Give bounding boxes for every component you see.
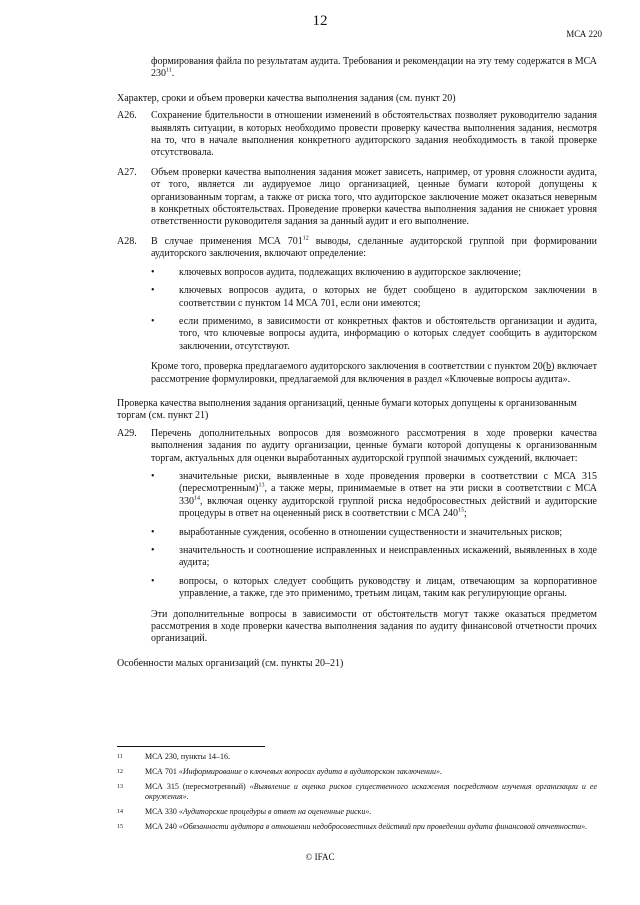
bullet-mark: • (151, 285, 155, 297)
footnote-14: 14 МСА 330 «Аудиторские процедуры в ответ на оцененные риски». (117, 807, 372, 816)
footnote-ref-11[interactable]: 11 (166, 68, 172, 75)
paragraph-a27 (117, 167, 597, 229)
heading-listed-entities: Проверка качества выполнения задания организаций, ценные бумаги которых допущены к организованным торгам (см. пункт 21) (117, 397, 577, 422)
paragraph-a29 (117, 428, 597, 646)
bullet-item: • значительные риски, выявленные в ходе проведения проверки в соответствии с МСА 315 (пересмотренным)$^{13}$, а также меры, принимаемые в ответ на эти риски в соответствии с МСА $330^{14}$, включая оценку аудиторской группой риска недобросовестных действий и аудиторские процедуры в ответ на оцененный риск в соответствии с МСА $240^{15}$; (151, 470, 597, 520)
paragraph-link-b[interactable]: b (546, 361, 552, 373)
copyright-footer: © IFAC (305, 852, 335, 862)
bullet-item: • значительность и соотношение исправленных и неисправленных искажений, выявленных в ходе аудита; (151, 545, 597, 569)
footnote-11: 11 МСА 230, пункты 14–16. (117, 752, 231, 761)
footnote-15: 15 МСА 240 «Обязанности аудитора в отношении недобросовестных действий при проведении аудита финансовой отчетности». (117, 822, 588, 831)
paragraph-a26 (117, 110, 597, 160)
paragraph-text: Объем проверки качества выполнения задания может зависеть, например, от уровня сложности аудита, от того, является ли аудируемое лицо организацией, ценные бумаги которой допущены к организованным торгам, а также от риска того, что аудиторское заключение может оказаться неверным в конкретных обстоятельствах. Проведение проверки качества выполнения задания не снижает уровня ответственности руководителя задания за данный аудит и его выполнение. (151, 166, 597, 228)
heading-nature-timing-extent: Характер, сроки и объем проверки качества выполнения задания (см. пункт 20) (117, 92, 456, 104)
bullet-mark: • (151, 315, 155, 327)
heading-small-entities: Особенности малых организаций (см. пункты 20–21) (117, 657, 344, 669)
footnote-13: 13 МСА 315 (пересмотренный) «Выявление и оценка рисков существенного искажения посредством изучения организации и ее окружения». (117, 782, 598, 801)
a29-closing-text: Эти дополнительные вопросы в зависимости от обстоятельств могут также оказаться предметом рассмотрения в ходе проверки качества выполнения задания по аудиту финансовой отчетности прочих организаций. (151, 608, 597, 645)
bullet-item: • если применимо, в зависимости от конкретных фактов и обстоятельств организации и аудита, того, что ключевые вопросы аудита, информацию о которых следует сообщить в аудиторском заключении, отсутствуют. (151, 315, 597, 352)
paragraph-number: A28. (117, 235, 137, 247)
bullet-item: • ключевых вопросов аудита, о которых не будет сообщено в аудиторском заключении в соответствии с пунктом 14 МСА 701, если они имеются; (151, 285, 597, 309)
paragraph-text: Перечень дополнительных вопросов для возможного рассмотрения в ходе проверки качества выполнения задания по аудиту организации, ценные бумаги которой допущены к организованным торгам, актуальных для оценки выработанных аудиторской группой значимых суждений, включает: (151, 427, 597, 464)
paragraph-number: A26. (117, 110, 137, 122)
bullet-mark: • (151, 575, 155, 587)
bullet-mark: • (151, 470, 155, 482)
paragraph-number: A29. (117, 427, 137, 439)
bullet-mark: • (151, 545, 155, 556)
document-reference: МСА 220 (566, 29, 602, 39)
paragraph-text: Сохранение бдительности в отношении изменений в обстоятельствах позволяет руководителю задания выявлять ситуации, в которых необходимо провести проверку качества выполнения задания, несмотря на то, что в начале выполнения конкретного аудиторского задания необходимость в такой проверке отсутствовала. (151, 110, 597, 159)
footnote-12: 12 МСА 701 «Информирование о ключевых вопросах аудита в аудиторском заключении». (117, 767, 443, 776)
footnote-ref-12[interactable]: 12 (302, 235, 309, 242)
paragraph-number: A27. (117, 166, 137, 178)
bullet-item: • выработанные суждения, особенно в отношении существенности и значительных рисков; (151, 526, 563, 538)
intro-paragraph: формирования файла по результатам аудита. Требования и рекомендации на эту тему содержатся в МСА $230^{11}$. (151, 56, 598, 80)
main-text (117, 56, 597, 675)
page-number: 12 (312, 13, 328, 29)
footnote-separator (117, 746, 265, 747)
footnotes (117, 752, 597, 837)
bullet-mark: • (151, 526, 155, 538)
a28-closing-text: Кроме того, проверка предлагаемого аудиторского заключения в соответствии с пунктом 20(b) включает рассмотрение формулировки, предлагаемой для включения в раздел «Ключевые вопросы аудита». (151, 361, 597, 385)
bullet-mark: • (151, 266, 155, 278)
footnote-ref-15[interactable]: 15 (458, 507, 464, 514)
bullet-item: • вопросы, о которых следует сообщить руководству и лицам, отвечающим за корпоративное управление, а также, где это применимо, третьим лицам, таким как регулирующие органы. (151, 575, 597, 600)
footnote-ref-13[interactable]: 13 (258, 483, 265, 490)
paragraph-a28: A28. В случае применения МСА $701^{12}$ выводы, сделанные аудиторской группой при формировании аудиторского заключения, включают определение: • ключевых вопросов аудита, подлежащих включению в аудиторское заключение; • ключевых вопросов аудита, о которых не будет сообщено в аудиторском заключении в соответствии с пунктом 14 МСА 701, если они имеются; • если применимо, в зависимости от конкретных фактов и обстоятельств организации и аудита, того, что ключевые вопросы аудита, информацию о которых следует сообщить в аудиторском заключении, отсутствуют. Кроме того, проверка предлагаемого аудиторского заключения в соответствии с пунктом 20(b) включает рассмотрение формулировки, предлагаемой для включения в раздел «Ключевые вопросы аудита». (117, 235, 597, 385)
bullet-item: • ключевых вопросов аудита, подлежащих включению в аудиторское заключение; (151, 266, 521, 278)
footnote-ref-14[interactable]: 14 (194, 495, 200, 502)
